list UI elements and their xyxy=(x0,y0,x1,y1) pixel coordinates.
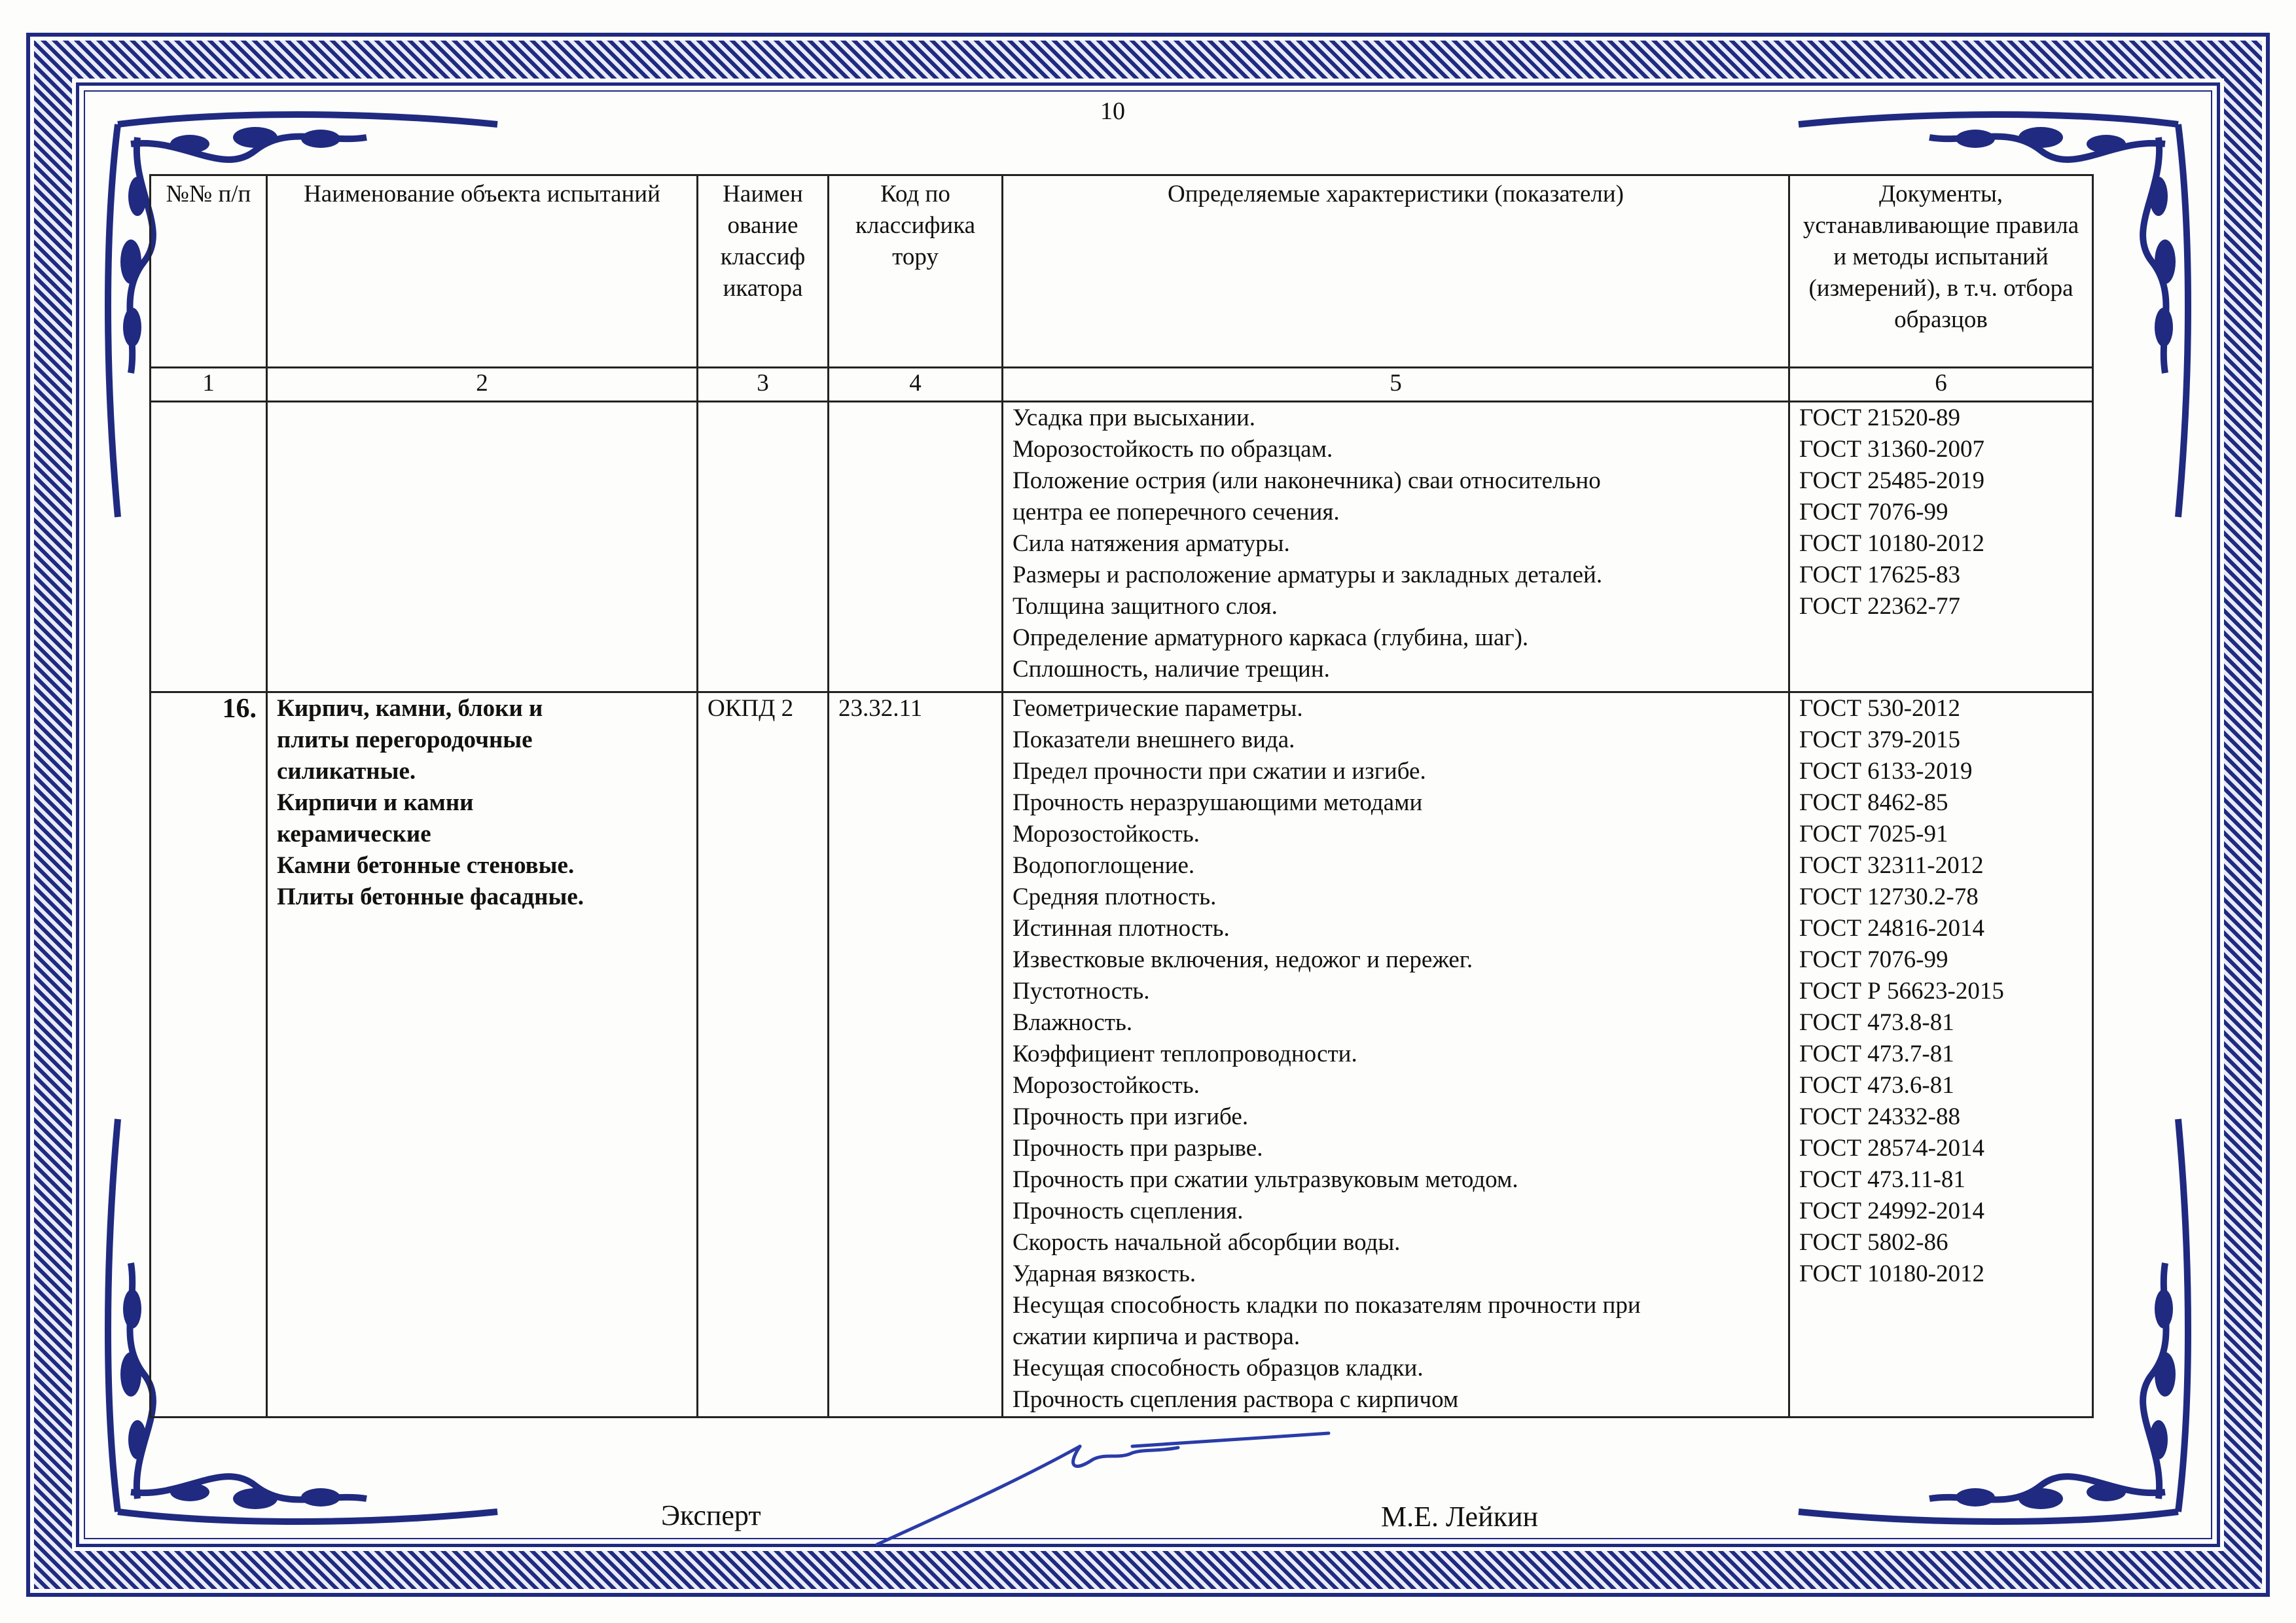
characteristic-item: Морозостойкость по образцам. xyxy=(1013,436,1333,463)
document-item: ГОСТ 5802-86 xyxy=(1799,1229,1948,1256)
header-characteristics: Определяемые характеристики (показатели) xyxy=(1003,175,1789,368)
cell-classifier: ОКПД 2 xyxy=(698,692,829,1418)
page-number: 10 xyxy=(1100,98,1125,125)
document-item: ГОСТ 379-2015 xyxy=(1799,726,1960,753)
document-item: ГОСТ 32311-2012 xyxy=(1799,852,1984,879)
characteristic-item: сжатии кирпича и раствора. xyxy=(1013,1323,1300,1350)
header-number: №№ п/п xyxy=(151,175,267,368)
characteristic-item: Известковые включения, недожог и пережег. xyxy=(1013,946,1473,973)
object-line: плиты перегородочные xyxy=(277,726,533,753)
document-item: ГОСТ 28574-2014 xyxy=(1799,1135,1984,1162)
characteristic-item: Морозостойкость. xyxy=(1013,1072,1200,1099)
cell-number xyxy=(151,692,267,1418)
characteristic-item: Прочность при изгибе. xyxy=(1013,1103,1249,1130)
table-header-row xyxy=(151,175,2093,368)
document-item: ГОСТ 25485-2019 xyxy=(1799,467,1984,494)
document-item: ГОСТ 8462-85 xyxy=(1799,789,1948,816)
document-item: ГОСТ 31360-2007 xyxy=(1799,436,1984,463)
characteristic-item: Скорость начальной абсорбции воды. xyxy=(1013,1229,1401,1256)
document-item: ГОСТ 24992-2014 xyxy=(1799,1198,1984,1224)
characteristic-item: Прочность неразрушающими методами xyxy=(1013,789,1423,816)
characteristic-item: Истинная плотность. xyxy=(1013,915,1230,942)
cell-characteristics xyxy=(1003,692,1789,1418)
document-item: ГОСТ 473.7-81 xyxy=(1799,1041,1954,1067)
characteristic-item: Несущая способность кладки по показателям прочности при xyxy=(1013,1292,1641,1319)
document-item: ГОСТ 22362-77 xyxy=(1799,593,1960,620)
row-number: 16. xyxy=(222,694,257,724)
table-row-16 xyxy=(151,692,2093,1418)
document-item: ГОСТ 10180-2012 xyxy=(1799,530,1984,557)
document-item: ГОСТ 6133-2019 xyxy=(1799,758,1973,785)
document-item: ГОСТ 24816-2014 xyxy=(1799,915,1984,942)
characteristic-item: Коэффициент теплопроводности. xyxy=(1013,1041,1357,1067)
expert-label: Эксперт xyxy=(661,1499,761,1531)
cell-number xyxy=(151,402,267,692)
cell-documents xyxy=(1789,402,2093,692)
cell-code: 23.32.11 xyxy=(829,692,1003,1418)
characteristic-item: Геометрические параметры. xyxy=(1013,695,1303,722)
characteristic-item: Прочность при сжатии ультразвуковым методом. xyxy=(1013,1166,1518,1193)
header-object: Наименование объекта испытаний xyxy=(267,175,698,368)
characteristic-item: Определение арматурного каркаса (глубина, шаг). xyxy=(1013,624,1529,651)
characteristic-item: Прочность сцепления раствора с кирпичом xyxy=(1013,1386,1459,1413)
cell-object xyxy=(267,402,698,692)
column-number: 6 xyxy=(1789,368,2093,402)
object-line: Плиты бетонные фасадные. xyxy=(277,883,584,910)
document-item: ГОСТ 473.8-81 xyxy=(1799,1009,1954,1036)
document-item: ГОСТ 17625-83 xyxy=(1799,562,1960,588)
characteristic-item: Морозостойкость. xyxy=(1013,821,1200,847)
characteristic-item: Показатели внешнего вида. xyxy=(1013,726,1295,753)
cell-classifier xyxy=(698,402,829,692)
document-item: ГОСТ 21520-89 xyxy=(1799,404,1960,431)
characteristic-item: Размеры и расположение арматуры и закладных деталей. xyxy=(1013,562,1603,588)
characteristic-item: Несущая способность образцов кладки. xyxy=(1013,1355,1424,1382)
object-line: Кирпичи и камни xyxy=(277,789,474,816)
characteristic-item: Положение острия (или наконечника) сваи относительно xyxy=(1013,467,1601,494)
characteristic-item: Пустотность. xyxy=(1013,978,1150,1005)
expert-name: М.Е. Лейкин xyxy=(1381,1501,1539,1533)
document-item: ГОСТ 24332-88 xyxy=(1799,1103,1960,1130)
characteristic-item: Усадка при высыхании. xyxy=(1013,404,1256,431)
characteristic-item: Прочность сцепления. xyxy=(1013,1198,1244,1224)
characteristic-item: Сплошность, наличие трещин. xyxy=(1013,656,1330,683)
characteristic-item: Водопоглощение. xyxy=(1013,852,1195,879)
document-item: ГОСТ 7025-91 xyxy=(1799,821,1948,847)
column-number-row xyxy=(151,368,2093,402)
object-line: Камни бетонные стеновые. xyxy=(277,852,575,879)
column-number: 2 xyxy=(267,368,698,402)
document-item: ГОСТ 473.6-81 xyxy=(1799,1072,1954,1099)
characteristic-item: Предел прочности при сжатии и изгибе. xyxy=(1013,758,1426,785)
cell-documents xyxy=(1789,692,2093,1418)
cell-object xyxy=(267,692,698,1418)
characteristic-item: центра ее поперечного сечения. xyxy=(1013,499,1340,526)
document-item: ГОСТ 7076-99 xyxy=(1799,946,1948,973)
header-documents: Документы, устанавливающие правила и методы испытаний (измерений), в т.ч. отбора образцов xyxy=(1789,175,2093,368)
object-line: керамические xyxy=(277,821,431,847)
document-item: ГОСТ Р 56623-2015 xyxy=(1799,978,2004,1005)
object-line: силикатные. xyxy=(277,758,416,785)
column-number: 4 xyxy=(829,368,1003,402)
column-number: 5 xyxy=(1003,368,1789,402)
document-item: ГОСТ 12730.2-78 xyxy=(1799,883,1979,910)
characteristic-item: Сила натяжения арматуры. xyxy=(1013,530,1290,557)
table-row-continuation xyxy=(151,402,2093,692)
document-item: ГОСТ 10180-2012 xyxy=(1799,1260,1984,1287)
document-item: ГОСТ 473.11-81 xyxy=(1799,1166,1965,1193)
column-number: 1 xyxy=(151,368,267,402)
characteristic-item: Влажность. xyxy=(1013,1009,1133,1036)
column-number: 3 xyxy=(698,368,829,402)
accreditation-scope-table xyxy=(149,174,2094,1418)
characteristic-item: Толщина защитного слоя. xyxy=(1013,593,1278,620)
characteristic-item: Средняя плотность. xyxy=(1013,883,1217,910)
header-classifier: Наимен ование классиф икатора xyxy=(698,175,829,368)
signature-scribble xyxy=(870,1420,1342,1551)
document-item: ГОСТ 530-2012 xyxy=(1799,695,1960,722)
document-item: ГОСТ 7076-99 xyxy=(1799,499,1948,526)
characteristic-item: Прочность при разрыве. xyxy=(1013,1135,1263,1162)
header-code: Код по классифика тору xyxy=(829,175,1003,368)
object-line: Кирпич, камни, блоки и xyxy=(277,695,543,722)
cell-characteristics xyxy=(1003,402,1789,692)
characteristic-item: Ударная вязкость. xyxy=(1013,1260,1196,1287)
cell-code xyxy=(829,402,1003,692)
